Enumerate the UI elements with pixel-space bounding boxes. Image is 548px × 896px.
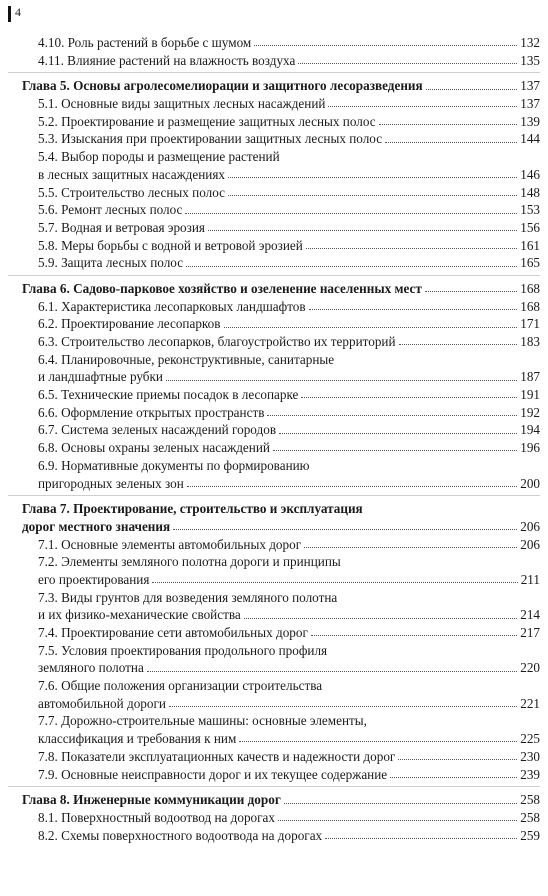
entry-title: 6.7. Система зеленых насаждений городов <box>38 422 277 438</box>
toc-entry-line <box>0 421 548 439</box>
entry-title: 6.8. Основы охраны зеленых насаждений <box>38 440 270 456</box>
entry-title: 4.10. Роль растений в борьбе с шумом <box>38 35 252 50</box>
toc-entry-line <box>0 439 548 457</box>
entry-title: 7.5. Условия проектирования продольного профиля <box>38 642 328 658</box>
page-ref: 132 <box>520 35 540 50</box>
toc-entry-line <box>0 809 548 827</box>
dot-leader <box>208 230 517 231</box>
section-divider <box>8 786 540 787</box>
toc-entry-line <box>0 712 548 730</box>
toc-chapter-line <box>0 791 548 809</box>
dot-leader <box>298 63 517 64</box>
entry-title: 6.4. Планировочные, реконструктивные, санитарные <box>38 351 335 367</box>
entry-title: автомобильной дороги <box>38 695 166 711</box>
page-ref: 258 <box>520 809 540 825</box>
toc-entry-line <box>0 457 548 475</box>
entry-title: 7.4. Проектирование сети автомобильных дорог <box>38 625 308 640</box>
entry-title: в лесных защитных насаждениях <box>38 166 226 182</box>
page-ref: 192 <box>520 404 540 420</box>
dot-leader <box>325 838 517 839</box>
dot-leader <box>187 486 517 487</box>
page-ref: 191 <box>520 387 540 403</box>
entry-title: 4.11. Влияние растений на влажность воздуха <box>38 52 296 68</box>
entry-title: 7.8. Показатели эксплуатационных качеств и надежности дорог <box>38 748 396 764</box>
dot-leader <box>284 803 517 804</box>
toc-chapter-line <box>0 77 548 95</box>
dot-leader <box>301 397 517 398</box>
toc-entry-line <box>0 571 548 589</box>
toc-entry-line <box>0 201 548 219</box>
toc-entry-line <box>0 766 548 784</box>
dot-leader <box>267 415 517 416</box>
dot-leader <box>147 671 517 672</box>
entry-title: пригородных зеленых зон <box>38 475 184 491</box>
entry-title: его проектирования <box>38 571 150 587</box>
toc-entry-line <box>0 589 548 607</box>
entry-title: классификация и требования к ним <box>38 731 237 747</box>
entry-title: 7.3. Виды грунтов для возведения земляного полотна <box>38 589 338 605</box>
entry-title: 5.7. Водная и ветровая эрозия <box>38 219 205 235</box>
entry-title: 8.2. Схемы поверхностного водоотвода на дорогах <box>38 827 323 843</box>
page-ref: 239 <box>520 766 540 782</box>
entry-title: 8.1. Поверхностный водоотвод на дорогах <box>38 809 276 825</box>
entry-title: 5.5. Строительство лесных полос <box>38 184 225 200</box>
page-ref: 230 <box>520 748 540 764</box>
entry-title: 7.2. Элементы земляного полотна дороги и принципы <box>38 554 341 570</box>
page-ref: 206 <box>520 518 540 534</box>
page-ref: 187 <box>520 369 540 385</box>
dot-leader <box>328 106 517 107</box>
dot-leader <box>166 380 517 381</box>
chapter-title: Глава 6. Садово-парковое хозяйство и озеленение населенных мест <box>22 280 422 296</box>
dot-leader <box>426 89 518 90</box>
entry-title: 5.4. Выбор породы и размещение растений <box>38 149 280 165</box>
page-ref: 211 <box>520 571 540 587</box>
section-divider <box>8 495 540 496</box>
toc-entry-line <box>0 219 548 237</box>
toc-entry-line <box>0 368 548 386</box>
entry-title: 6.9. Нормативные документы по формированию <box>38 457 310 473</box>
page-ref: 168 <box>520 298 540 314</box>
toc-entry-line <box>0 536 548 554</box>
page-ref: 161 <box>520 237 540 253</box>
toc-entry-line <box>0 624 548 642</box>
entry-title: 7.9. Основные неисправности дорог и их текущее содержание <box>38 766 388 782</box>
page-ref: 194 <box>520 422 540 438</box>
section-divider <box>8 72 540 73</box>
chapter-title: дорог местного значения <box>22 518 171 534</box>
dot-leader <box>254 45 517 46</box>
dot-leader <box>228 177 517 178</box>
page-ref: 148 <box>520 184 540 200</box>
entry-title: 5.2. Проектирование и размещение защитных лесных полос <box>38 113 376 129</box>
toc-entry-line <box>0 166 548 184</box>
dot-leader <box>152 582 517 583</box>
dot-leader <box>398 759 517 760</box>
dot-leader <box>278 820 517 821</box>
dot-leader <box>399 344 518 345</box>
page-ref: 258 <box>520 792 540 808</box>
dot-leader <box>228 195 517 196</box>
toc-entry-line <box>0 827 548 845</box>
entry-title: 6.1. Характеристика лесопарковых ландшафтов <box>38 298 306 314</box>
toc-entry-line <box>0 642 548 660</box>
dot-leader <box>425 291 517 292</box>
page-ref: 171 <box>520 316 540 332</box>
page-number: 4 <box>15 5 21 19</box>
toc-entry-line <box>0 298 548 316</box>
toc-entry-line <box>0 148 548 166</box>
toc-entry-line <box>0 659 548 677</box>
toc-entry-line <box>0 475 548 493</box>
entry-title: 5.9. Защита лесных полос <box>38 255 184 271</box>
page-ref: 139 <box>520 113 540 129</box>
page-ref: 153 <box>520 202 540 218</box>
toc-entry-line <box>0 748 548 766</box>
entry-title: 6.6. Оформление открытых пространств <box>38 404 265 420</box>
toc-entry-line <box>0 351 548 369</box>
dot-leader <box>224 327 518 328</box>
dot-leader <box>390 777 517 778</box>
entry-title: земляного полотна <box>38 660 144 676</box>
toc-entry-line <box>0 95 548 113</box>
page-ref: 214 <box>520 607 540 623</box>
toc-entry-line <box>0 404 548 422</box>
entry-title: 5.3. Изыскания при проектировании защитных лесных полос <box>38 131 383 147</box>
toc-entry-line <box>0 606 548 624</box>
page-ref: 144 <box>520 131 540 147</box>
toc-entry-line <box>0 386 548 404</box>
page-ref: 168 <box>520 280 540 296</box>
dot-leader <box>311 635 517 636</box>
toc-chapter-line <box>0 280 548 298</box>
dot-leader <box>273 450 517 451</box>
entry-title: 7.6. Общие положения организации строительства <box>38 678 323 694</box>
toc-entry-line <box>0 113 548 131</box>
page-ref: 217 <box>520 625 540 640</box>
entry-title: и их физико-механические свойства <box>38 607 241 623</box>
page-ref: 259 <box>520 827 540 843</box>
entry-title: 6.2. Проектирование лесопарков <box>38 316 221 332</box>
page-ref: 220 <box>520 660 540 676</box>
page-ref: 156 <box>520 219 540 235</box>
page-ref: 146 <box>520 166 540 182</box>
chapter-title: Глава 8. Инженерные коммуникации дорог <box>22 792 281 808</box>
page-ref: 183 <box>520 334 540 349</box>
page-ref: 206 <box>520 536 540 552</box>
dot-leader <box>306 248 517 249</box>
page-marker-bar <box>8 6 11 22</box>
entry-title: 7.1. Основные элементы автомобильных дорог <box>38 536 302 552</box>
toc-entry-line <box>0 315 548 333</box>
page-ref: 137 <box>520 78 540 94</box>
toc-entry-line <box>0 130 548 148</box>
toc-entry-line <box>0 695 548 713</box>
page-ref: 196 <box>520 440 540 456</box>
toc-entry-line <box>0 184 548 202</box>
dot-leader <box>173 529 517 530</box>
toc-entry-line <box>0 677 548 695</box>
toc-entry-line <box>0 34 548 52</box>
toc-entry-line <box>0 730 548 748</box>
entry-title: 5.8. Меры борьбы с водной и ветровой эрозией <box>38 237 303 253</box>
toc-entry-line <box>0 237 548 255</box>
toc-chapter-line <box>0 518 548 536</box>
entry-title: 5.6. Ремонт лесных полос <box>38 202 183 218</box>
dot-leader <box>279 433 517 434</box>
dot-leader <box>304 547 517 548</box>
dot-leader <box>309 309 518 310</box>
page-ref: 135 <box>520 52 540 68</box>
dot-leader <box>244 618 517 619</box>
entry-title: и ландшафтные рубки <box>38 369 163 385</box>
toc-entry-line <box>0 553 548 571</box>
entry-title: 7.7. Дорожно-строительные машины: основные элементы, <box>38 713 367 729</box>
toc-chapter-line <box>0 500 548 518</box>
dot-leader <box>169 706 517 707</box>
dot-leader <box>239 741 517 742</box>
page-ref: 137 <box>520 96 540 112</box>
entry-title: 6.3. Строительство лесопарков, благоустройство их территорий <box>38 334 396 349</box>
entry-title: 5.1. Основные виды защитных лесных насаждений <box>38 96 326 112</box>
chapter-title: Глава 5. Основы агролесомелиорации и защитного лесоразведения <box>22 78 423 94</box>
table-of-contents <box>0 34 548 844</box>
dot-leader <box>185 213 517 214</box>
page-ref: 225 <box>520 731 540 747</box>
toc-entry-line <box>0 333 548 351</box>
toc-entry-line <box>0 254 548 272</box>
section-divider <box>8 275 540 276</box>
dot-leader <box>379 124 518 125</box>
page-ref: 200 <box>520 475 540 491</box>
entry-title: 6.5. Технические приемы посадок в лесопарке <box>38 387 299 403</box>
page-ref: 221 <box>520 695 540 711</box>
dot-leader <box>385 142 517 143</box>
chapter-title: Глава 7. Проектирование, строительство и эксплуатация <box>22 501 363 517</box>
dot-leader <box>186 266 517 267</box>
toc-entry-line <box>0 52 548 70</box>
page-ref: 165 <box>520 255 540 271</box>
